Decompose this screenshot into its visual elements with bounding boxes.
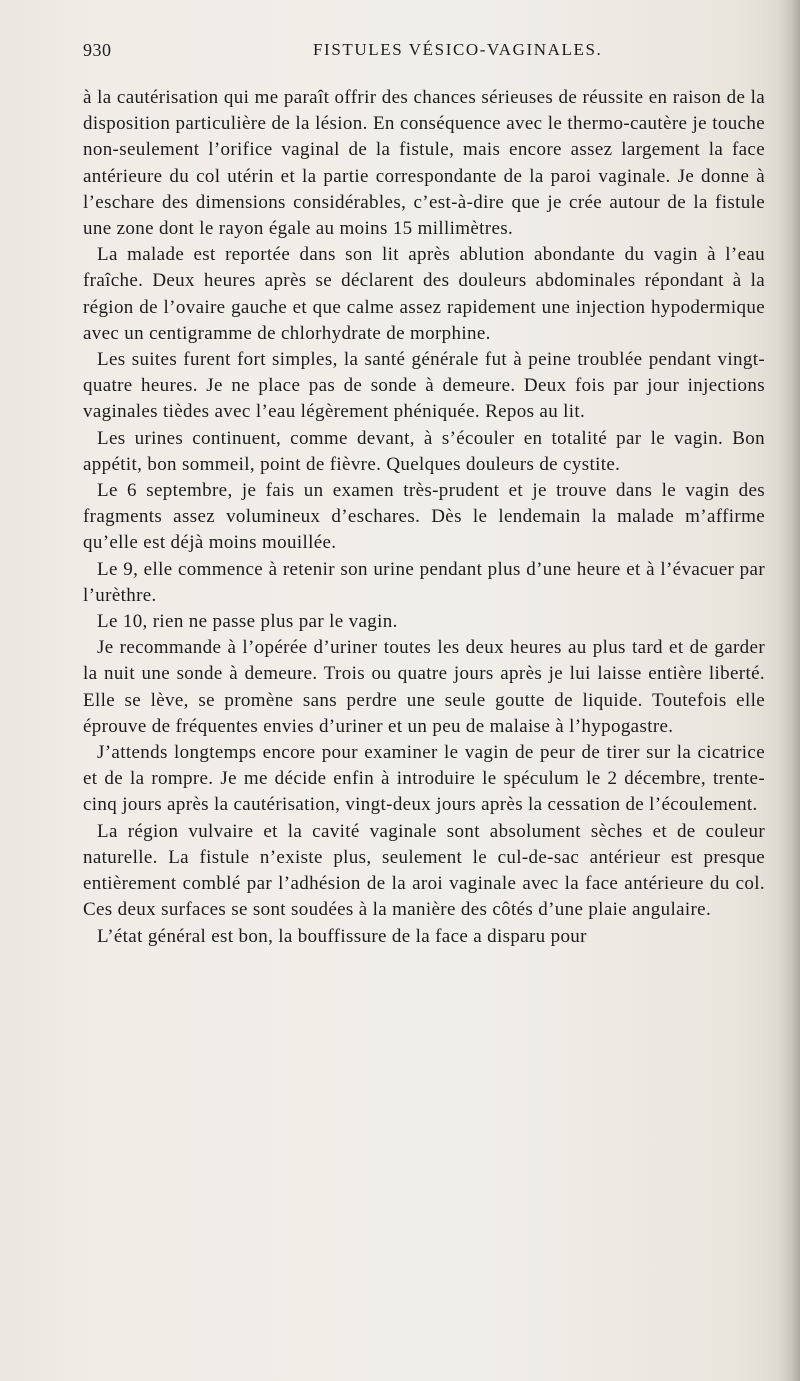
paragraph: Le 9, elle commence à retenir son urine pendant plus d’une heure et à l’évacuer par l’urèthre. (83, 558, 765, 606)
paragraph: Le 10, rien ne passe plus par le vagin. (97, 611, 398, 633)
paragraph: La malade est reportée dans son lit après ablution abondante du vagin à l’eau fraîche. Deux heures après se déclarent des douleurs abdominales répondant à la région de l’ovaire gauche et que calme assez rapidement une injection hypodermique avec un centigramme de chlorhydrate de morphine. (83, 244, 765, 344)
body-text (83, 85, 765, 950)
paragraph: Le 6 septembre, je fais un examen très-prudent et je trouve dans le vagin des fragments assez volumineux d’eschares. Dès le lendemain la malade m’affirme qu’elle est déjà moins mouillée. (83, 480, 765, 554)
paragraph: Les suites furent fort simples, la santé générale fut à peine troublée pendant vingt-quatre heures. Je ne place pas de sonde à demeure. Deux fois par jour injections vaginales tièdes avec l’eau légèrement phéniquée. Repos au lit. (83, 349, 765, 423)
paragraph: Les urines continuent, comme devant, à s’écouler en totalité par le vagin. Bon appétit, bon sommeil, point de fièvre. Quelques douleurs de cystite. (83, 427, 765, 475)
paragraph: L’état général est bon, la bouffissure de la face a disparu pour (97, 925, 587, 947)
page-edge-shadow (778, 0, 800, 1381)
paragraph: J’attends longtemps encore pour examiner le vagin de peur de tirer sur la cicatrice et de la rompre. Je me décide enfin à introduire le spéculum le 2 décembre, trente-cinq jours après la cautérisation, vingt-deux jours après la cessation de l’écoulement. (83, 742, 765, 816)
paragraph: La région vulvaire et la cavité vaginale sont absolument sèches et de couleur naturelle. La fistule n’existe plus, seulement le cul-de-sac antérieur est presque entièrement comblé par l’adhésion de la aroi vaginale avec la face antérieure du col. Ces deux surfaces se sont soudées à la manière des côtés d’une plaie angulaire. (83, 820, 765, 921)
paragraph: Je recommande à l’opérée d’uriner toutes les deux heures au plus tard et de garder la nuit une sonde à demeure. Trois ou quatre jours après je lui laisse entière liberté. Elle se lève, se promène sans perdre une seule goutte de liquide. Toutefois elle éprouve de fréquentes envies d’uriner et un peu de malaise à l’hypogastre. (83, 637, 765, 737)
page-number: 930 (83, 40, 112, 60)
paragraph-continuation: à la cautérisation qui me paraît offrir des chances sérieuses de réussite en raison de la disposition particulière de la lésion. En conséquence avec le thermo-cautère je touche non-seulement l’orifice vaginal de la fistule, mais encore assez largement la face antérieure du col utérin et la partie correspondante de la paroi vaginale. Je donne à l’eschare des dimensions considérables, c’est-à-dire que je crée autour de la fistule une zone dont le rayon égale au moins 15 millimètres. (83, 87, 765, 240)
running-title: FISTULES VÉSICO-VAGINALES. (313, 40, 603, 59)
page-header (83, 40, 763, 68)
